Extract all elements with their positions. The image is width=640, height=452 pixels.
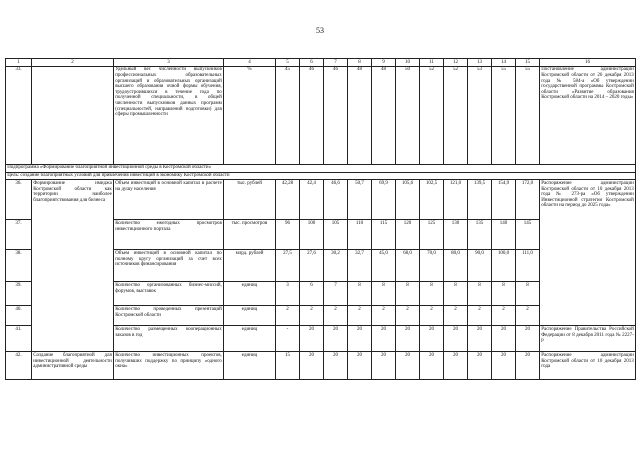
value-cell: 20 [300,352,324,380]
value-cell: 30,2 [324,250,348,282]
value-cell: 20 [396,352,420,380]
column-number: 13 [468,59,492,67]
table-row [6,66,636,164]
value-cell: 6 [300,282,324,306]
row-number: 42. [6,352,32,380]
value-cell: 20 [516,326,540,352]
row-number: 41. [6,326,32,352]
value-cell: 55 [516,66,540,164]
indicators-table [5,58,636,380]
indicator-cell: Количество инвестиционных проектов, получивших поддержку по принципу «одного окна» [114,352,224,380]
value-cell: 8 [372,282,396,306]
value-cell: 8 [420,282,444,306]
indicator-cell: Количество проведенных презентаций Костромской области [114,306,224,326]
value-cell: 8 [348,282,372,306]
value-cell: 2 [444,306,468,326]
value-cell: 8 [396,282,420,306]
subprogram-title: Подпрограмма «Формирование благоприятной инвестиционной среды в Костромской области» [6,164,636,172]
value-cell: 115 [372,220,396,250]
value-cell: 105 [324,220,348,250]
value-cell: 48 [372,66,396,164]
value-cell: 70,0 [420,250,444,282]
page-number: 53 [316,26,324,35]
column-number: 6 [300,59,324,67]
value-cell: 130 [444,220,468,250]
task-cell: Создание благоприятной для инвестиционной деятельности административной среды [32,352,114,380]
value-cell: 8 [516,282,540,306]
unit-cell: тыс. рублей [224,180,276,220]
indicator-cell: Количество организованных бизнес-миссий, форумов, выставок [114,282,224,306]
value-cell: 96 [276,220,300,250]
value-cell: 20 [372,352,396,380]
column-number: 14 [492,59,516,67]
value-cell: 145 [516,220,540,250]
basis-cell: Постановление администрации Костромской области от 26 декабря 2013 года № 584-а «Об утверждении государственной программы Костромской области «Развитие образования Костромской области на 2014 – 2020 годы» [540,66,636,164]
value-cell: 2 [420,306,444,326]
value-cell: 2 [324,306,348,326]
value-cell: 27,5 [276,250,300,282]
value-cell: 8 [468,282,492,306]
goal-row [6,172,636,180]
column-number: 4 [224,59,276,67]
column-number: 9 [372,59,396,67]
column-number: 3 [114,59,224,67]
column-number: 5 [276,59,300,67]
value-cell: 102,5 [420,180,444,220]
value-cell: 8 [444,282,468,306]
value-cell: 111,0 [516,250,540,282]
value-cell: 20 [420,326,444,352]
value-cell: 52 [420,66,444,164]
value-cell: 53 [468,66,492,164]
table-row [6,180,636,220]
value-cell: 2 [468,306,492,326]
indicator-cell: Объем инвестиций в основной капитал в расчете на душу населения [114,180,224,220]
basis-cell: Распоряжение Правительства Российской Федерации от 8 декабря 2011 года № 2227-р [540,326,636,352]
value-cell: 172,0 [516,180,540,220]
row-number: 40. [6,306,32,326]
column-number: 8 [348,59,372,67]
value-cell: 2 [396,306,420,326]
value-cell: 50 [396,66,420,164]
column-number: 12 [444,59,468,67]
value-cell: 2 [276,306,300,326]
value-cell: 46 [324,66,348,164]
value-cell: 20 [468,352,492,380]
value-cell: 135 [468,220,492,250]
value-cell: 45 [276,66,300,164]
unit-cell: единиц [224,352,276,380]
basis-cell: Распоряжение администрации Костромской области от 10 декабря 2013 года № 273-ра «Об утверждении Инвестиционной стратегии Костромской области на период до 2025 года» [540,180,636,326]
value-cell: 2 [492,306,516,326]
column-number-row [6,59,636,67]
table-row [6,352,636,380]
value-cell: 46,6 [324,180,348,220]
value-cell: 42,28 [276,180,300,220]
value-cell: - [276,326,300,352]
value-cell: 46 [300,66,324,164]
value-cell: 125 [420,220,444,250]
value-cell: 139,5 [468,180,492,220]
column-number: 2 [32,59,114,67]
value-cell: 42,4 [300,180,324,220]
value-cell: 50,7 [348,180,372,220]
unit-cell: единиц [224,306,276,326]
value-cell: 20 [444,352,468,380]
value-cell: 121,0 [444,180,468,220]
value-cell: 2 [372,306,396,326]
value-cell: 20 [396,326,420,352]
row-number: 36. [6,180,32,220]
value-cell: 20 [492,352,516,380]
value-cell: 55 [492,66,516,164]
task-cell: Формирование имиджа Костромской области как территории наиболее благоприятствования для бизнеса [32,180,114,352]
unit-cell: тыс. просмотров [224,220,276,250]
indicator-cell: Количество ежегодных просмотров инвестиционного портала [114,220,224,250]
value-cell: 20 [324,352,348,380]
value-cell: 20 [300,326,324,352]
value-cell: 69,9 [372,180,396,220]
unit-cell: млрд. рублей [224,250,276,282]
task-cell [32,66,114,164]
value-cell: 154,9 [492,180,516,220]
column-number: 7 [324,59,348,67]
value-cell: 3 [276,282,300,306]
value-cell: 32,7 [348,250,372,282]
column-number: 1 [6,59,32,67]
value-cell: 2 [516,306,540,326]
basis-cell: Распоряжение администрации Костромской области от 10 декабря 2013 года [540,352,636,380]
value-cell: 20 [324,326,348,352]
value-cell: 20 [348,326,372,352]
row-number: 37. [6,220,32,250]
value-cell: 2 [300,306,324,326]
unit-cell: единиц [224,326,276,352]
row-number: 38. [6,250,32,282]
value-cell: 45,0 [372,250,396,282]
value-cell: 20 [372,326,396,352]
value-cell: 20 [516,352,540,380]
unit-cell: % [224,66,276,164]
column-number: 10 [396,59,420,67]
value-cell: 52 [444,66,468,164]
column-number: 16 [540,59,636,67]
value-cell: 120 [396,220,420,250]
value-cell: 68,0 [396,250,420,282]
value-cell: 20 [348,352,372,380]
value-cell: 7 [324,282,348,306]
value-cell: 48 [348,66,372,164]
value-cell: 80,0 [444,250,468,282]
column-number: 15 [516,59,540,67]
value-cell: 15 [276,352,300,380]
value-cell: 110 [348,220,372,250]
value-cell: 100 [300,220,324,250]
value-cell: 8 [492,282,516,306]
value-cell: 105,6 [396,180,420,220]
value-cell: 20 [468,326,492,352]
unit-cell: единиц [224,282,276,306]
indicator-cell: Объем инвестиций в основной капитал по полному кругу организаций за счет всех источников финансирования [114,250,224,282]
value-cell: 140 [492,220,516,250]
goal-title: Цель: создание благоприятных условий для привлечения инвестиций в экономику Костромской области [6,172,636,180]
indicator-cell: Удельный вес численности выпускников профессиональных образовательных организаций и образовательных организаций высшего образования очной формы обучения, трудоустроившихся в течение года по полученной специальности, в общей численности выпускников данных программ (специальностей, направлений подготовки) для сферы промышленности [114,66,224,164]
indicator-cell: Количество размещенных кооперационных заказов в год [114,326,224,352]
row-number: 39. [6,282,32,306]
row-number: 33. [6,66,32,164]
value-cell: 100,0 [492,250,516,282]
value-cell: 20 [444,326,468,352]
subprogram-row [6,164,636,172]
value-cell: 20 [492,326,516,352]
value-cell: 90,0 [468,250,492,282]
value-cell: 20 [420,352,444,380]
value-cell: 27,6 [300,250,324,282]
value-cell: 2 [348,306,372,326]
column-number: 11 [420,59,444,67]
